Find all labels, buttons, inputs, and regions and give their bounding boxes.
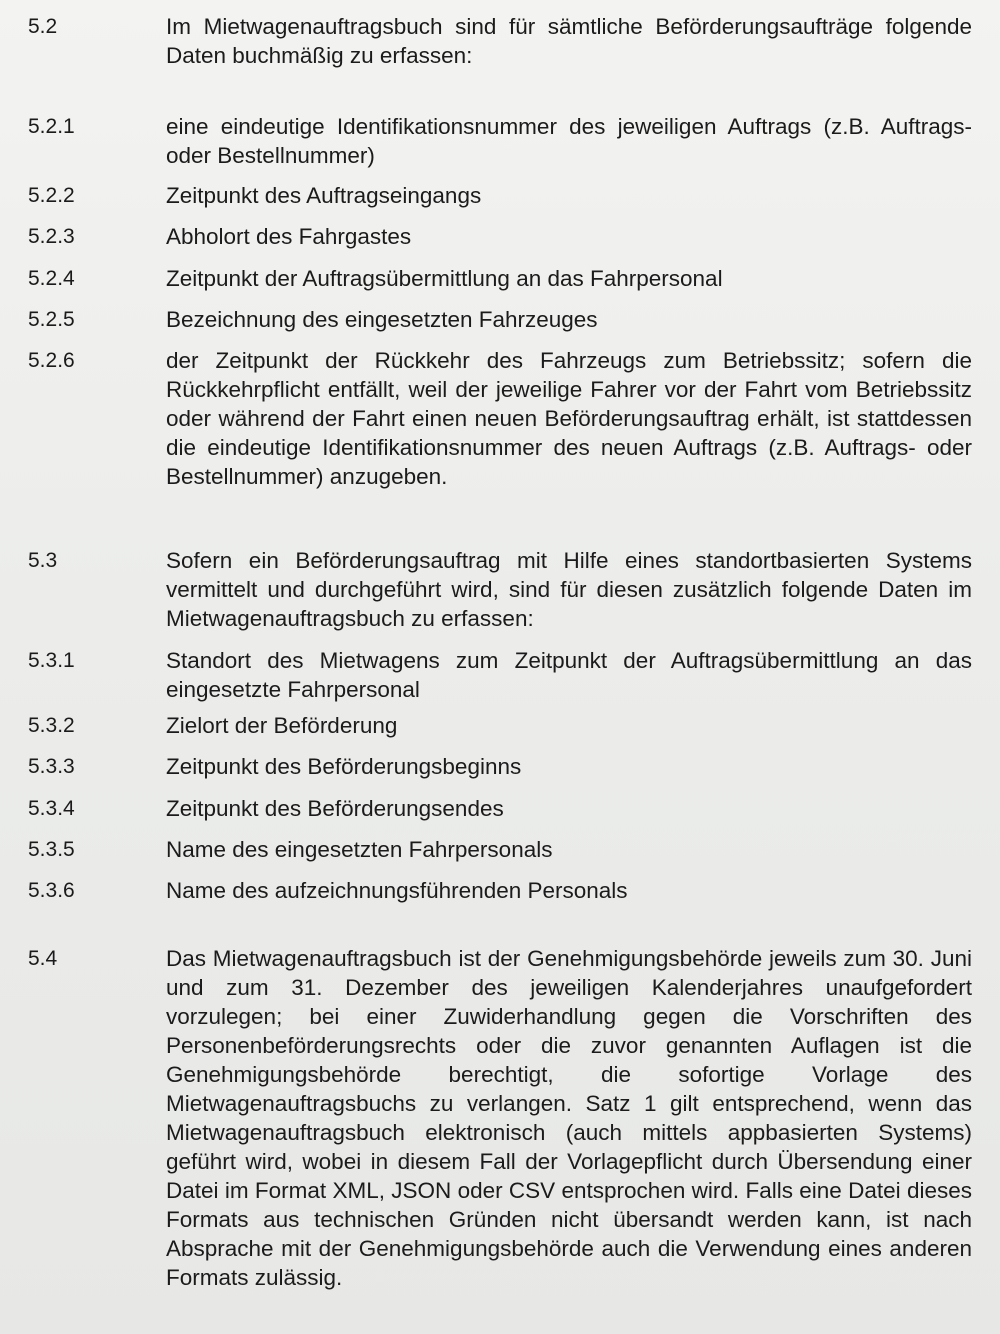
clause-number: 5.3 bbox=[28, 549, 58, 572]
clause-text: Zeitpunkt des Beförderungsendes bbox=[166, 796, 504, 821]
clause-number: 5.3.4 bbox=[28, 797, 75, 820]
clause-text: Standort des Mietwagens zum Zeitpunkt der Auftragsübermittlung an das eingesetzte Fahrpersonal bbox=[166, 648, 972, 702]
clause-number: 5.3.2 bbox=[28, 714, 75, 737]
clause-number: 5.2.3 bbox=[28, 225, 75, 248]
clause-text: Zeitpunkt der Auftragsübermittlung an das Fahrpersonal bbox=[166, 266, 723, 291]
clause-text: Zeitpunkt des Beförderungsbeginns bbox=[166, 754, 522, 779]
clause-number: 5.2.5 bbox=[28, 308, 75, 331]
clause-text: Name des eingesetzten Fahrpersonals bbox=[166, 837, 553, 862]
clause-number: 5.2.4 bbox=[28, 267, 75, 290]
clause-text: Zielort der Beförderung bbox=[166, 713, 398, 738]
clause-number: 5.3.1 bbox=[28, 649, 75, 672]
clause-text: eine eindeutige Identifikationsnummer des jeweiligen Auftrags (z.B. Auftrags- oder Bestellnummer) bbox=[166, 114, 972, 168]
clause-number: 5.3.5 bbox=[28, 838, 75, 861]
clause-number: 5.3.3 bbox=[28, 755, 75, 778]
clause-text: Das Mietwagenauftragsbuch ist der Genehmigungsbehörde jeweils zum 30. Juni und zum 31. Dezember des jeweiligen Kalenderjahres unaufgefordert vorzulegen; bei einer Zuwiderhandlung gegen die Vorschriften des Personenbeförderungsrechts oder die zuvor genannten Auflagen ist die Genehmigungsbehörde berechtigt, die sofortige Vorlage des Mietwagenauftragsbuchs zu verlangen. Satz 1 gilt entsprechend, wenn das Mietwagenauftragsbuch elektronisch (auch mittels appbasierten Systems) geführt wird, wobei in diesem Fall der Vorlagepflicht durch Übersendung einer Datei im Format XML, JSON oder CSV entsprochen wird. Falls eine Datei dieses Formats aus technischen Gründen nicht übersandt werden kann, ist nach Absprache mit der Genehmigungsbehörde auch die Verwendung eines anderen Formats zulässig. bbox=[166, 946, 972, 1290]
clause-number: 5.4 bbox=[28, 947, 58, 970]
clause-text: Zeitpunkt des Auftragseingangs bbox=[166, 183, 482, 208]
clause-text: Sofern ein Beförderungsauftrag mit Hilfe eines standortbasierten Systems vermittelt und durchgeführt wird, sind für diesen zusätzlich folgende Daten im Mietwagenauftragsbuch zu erfassen: bbox=[166, 548, 972, 631]
clause-number: 5.2.1 bbox=[28, 115, 75, 138]
clause-text: Bezeichnung des eingesetzten Fahrzeuges bbox=[166, 307, 598, 332]
clause-number: 5.2.2 bbox=[28, 184, 75, 207]
clause-number: 5.2 bbox=[28, 15, 58, 38]
clause-text: Abholort des Fahrgastes bbox=[166, 224, 412, 249]
clause-text: Im Mietwagenauftragsbuch sind für sämtliche Beförderungsaufträge folgende Daten buchmäßig zu erfassen: bbox=[166, 14, 972, 68]
clause-text: der Zeitpunkt der Rückkehr des Fahrzeugs zum Betriebssitz; sofern die Rückkehrpflicht entfällt, weil der jeweilige Fahrer vor der Fahrt vom Betriebssitz oder während der Fahrt einen neuen Beförderungsauftrag erhält, ist stattdessen die eindeutige Identifikationsnummer des neuen Auftrags (z.B. Auftrags- oder Bestellnummer) anzugeben. bbox=[166, 348, 972, 489]
clause-number: 5.2.6 bbox=[28, 349, 75, 372]
clause-number: 5.3.6 bbox=[28, 879, 75, 902]
clause-text: Name des aufzeichnungsführenden Personals bbox=[166, 878, 628, 903]
